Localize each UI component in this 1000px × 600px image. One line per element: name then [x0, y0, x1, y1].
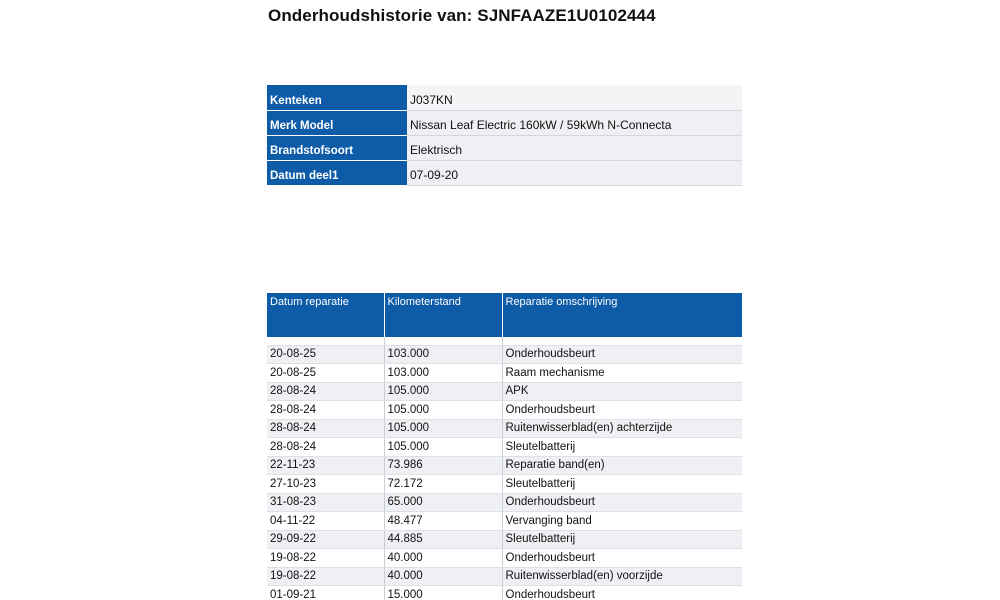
cell-mileage: 72.172 [384, 475, 502, 494]
info-value: Elektrisch [407, 135, 742, 160]
history-body [267, 337, 742, 600]
cell-mileage: 105.000 [384, 438, 502, 457]
repair-history-table [267, 293, 742, 600]
cell-mileage: 73.986 [384, 456, 502, 475]
table-row [267, 382, 742, 401]
table-row [267, 493, 742, 512]
info-value: 07-09-20 [407, 160, 742, 185]
cell-description: Vervanging band [502, 512, 742, 531]
cell-date: 28-08-24 [267, 419, 384, 438]
info-row-brandstofsoort [267, 135, 742, 160]
column-header-description: Reparatie omschrijving [502, 293, 742, 337]
cell-description: Onderhoudsbeurt [502, 586, 742, 600]
cell-mileage: 105.000 [384, 419, 502, 438]
info-label: Brandstofsoort [267, 135, 407, 160]
cell-date: 28-08-24 [267, 438, 384, 457]
info-row-merk-model [267, 110, 742, 135]
table-row [267, 567, 742, 586]
cell-date: 22-11-23 [267, 456, 384, 475]
info-value: J037KN [407, 85, 742, 110]
cell-description: Onderhoudsbeurt [502, 345, 742, 364]
column-header-date: Datum reparatie [267, 293, 384, 337]
table-row [267, 549, 742, 568]
cell-mileage: 65.000 [384, 493, 502, 512]
cell-description: Ruitenwisserblad(en) voorzijde [502, 567, 742, 586]
cell-date: 29-09-22 [267, 530, 384, 549]
cell-mileage: 105.000 [384, 382, 502, 401]
cell-description: APK [502, 382, 742, 401]
cell-mileage: 15.000 [384, 586, 502, 600]
cell-date: 20-08-25 [267, 364, 384, 383]
info-value: Nissan Leaf Electric 160kW / 59kWh N-Connecta [407, 110, 742, 135]
cell-description: Onderhoudsbeurt [502, 549, 742, 568]
vehicle-info-table [267, 85, 742, 186]
table-row [267, 586, 742, 600]
table-row [267, 438, 742, 457]
cell-mileage: 48.477 [384, 512, 502, 531]
cell-mileage: 103.000 [384, 345, 502, 364]
cell-description: Sleutelbatterij [502, 475, 742, 494]
cell-description: Sleutelbatterij [502, 438, 742, 457]
table-row [267, 401, 742, 420]
cell-mileage: 105.000 [384, 401, 502, 420]
table-row [267, 530, 742, 549]
cell-description: Onderhoudsbeurt [502, 401, 742, 420]
cell-description: Reparatie band(en) [502, 456, 742, 475]
table-row [267, 512, 742, 531]
cell-date: 19-08-22 [267, 549, 384, 568]
cell-mileage: 103.000 [384, 364, 502, 383]
cell-description: Ruitenwisserblad(en) achterzijde [502, 419, 742, 438]
info-row-datum-deel1 [267, 160, 742, 185]
column-header-mileage: Kilometerstand [384, 293, 502, 337]
table-row [267, 419, 742, 438]
info-row-kenteken [267, 85, 742, 110]
cell-date: 04-11-22 [267, 512, 384, 531]
table-row [267, 456, 742, 475]
history-spacer-row [267, 337, 742, 345]
table-row [267, 364, 742, 383]
table-row [267, 345, 742, 364]
cell-date: 31-08-23 [267, 493, 384, 512]
cell-description: Sleutelbatterij [502, 530, 742, 549]
cell-date: 20-08-25 [267, 345, 384, 364]
cell-date: 01-09-21 [267, 586, 384, 600]
cell-description: Raam mechanisme [502, 364, 742, 383]
info-label: Merk Model [267, 110, 407, 135]
table-row [267, 475, 742, 494]
cell-mileage: 40.000 [384, 567, 502, 586]
cell-mileage: 44.885 [384, 530, 502, 549]
cell-date: 27-10-23 [267, 475, 384, 494]
cell-description: Onderhoudsbeurt [502, 493, 742, 512]
history-header-row [267, 293, 742, 337]
info-label: Datum deel1 [267, 160, 407, 185]
cell-date: 28-08-24 [267, 382, 384, 401]
cell-mileage: 40.000 [384, 549, 502, 568]
page-title: Onderhoudshistorie van: SJNFAAZE1U0102444 [268, 6, 656, 25]
cell-date: 19-08-22 [267, 567, 384, 586]
info-label: Kenteken [267, 85, 407, 110]
cell-date: 28-08-24 [267, 401, 384, 420]
